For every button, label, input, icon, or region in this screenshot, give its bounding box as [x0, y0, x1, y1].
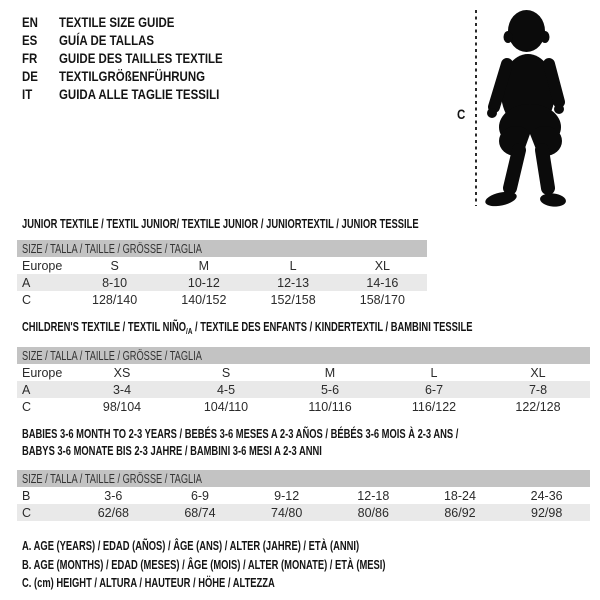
babies-section-title: BABIES 3-6 MONTH TO 2-3 YEARS / BEBÉS 3-6 MESES A 2-3 AÑOS / BÉBÉS 3-6 MOIS À 2-3 ANS / BABYS 3-6 MONATE BIS 2-3 JAHRE / BAMBINI 3-6 MESI A 2-3 ANNI — [22, 427, 459, 458]
size-cell: 3-4 — [70, 381, 174, 398]
language-list — [22, 13, 259, 103]
language-row — [22, 49, 259, 67]
legend-line: B. AGE (MONTHS) / EDAD (MESES) / ÂGE (MOIS) / ALTER (MONATE) / ETÀ (MESI) — [22, 557, 386, 572]
row-label: Europe — [22, 365, 63, 380]
size-cell: 128/140 — [92, 292, 138, 307]
row-label: A — [17, 274, 70, 291]
legend — [22, 537, 507, 593]
size-cell: S — [110, 258, 119, 273]
baby-silhouette-icon — [483, 10, 600, 210]
size-cell: L — [289, 258, 297, 273]
legend-line: A. AGE (YEARS) / EDAD (AÑOS) / ÂGE (ANS) / ALTER (JAHRE) / ETÀ (ANNI) — [22, 539, 360, 553]
row-label: C — [22, 399, 32, 414]
language-row — [22, 31, 259, 49]
language-code: ES — [22, 32, 38, 48]
junior-size-table — [17, 240, 427, 308]
language-label: TEXTILGRÖßENFÜHRUNG — [59, 68, 206, 84]
size-table-header-row — [17, 470, 590, 487]
row-label: B — [22, 488, 31, 503]
size-table-header: SIZE / TALLA / TAILLE / GRÖSSE / TAGLIA — [17, 240, 427, 257]
size-cell: 104/110 — [203, 399, 249, 414]
table-row — [17, 274, 427, 291]
children-section-title: CHILDREN'S TEXTILE / TEXTIL $NIÑO_{/A}$ / TEXTILE DES ENFANTS / KINDERTEXTIL / BAMBINI TESSILE — [22, 320, 473, 336]
language-code: IT — [22, 86, 33, 102]
size-cell: XL — [530, 365, 546, 380]
size-cell: 10-12 — [159, 274, 248, 291]
size-cell: S — [221, 365, 231, 380]
children-size-table — [17, 347, 590, 415]
size-cell: 74/80 — [243, 504, 330, 521]
size-cell: XS — [113, 365, 131, 380]
size-cell: L — [430, 365, 438, 380]
table-row — [17, 381, 590, 398]
size-cell: 12-18 — [357, 488, 390, 503]
table-row — [17, 398, 590, 415]
size-table-header-row — [17, 240, 427, 257]
size-table-header-row — [17, 347, 590, 364]
language-label: GUIDE DES TAILLES TEXTILE — [59, 50, 223, 66]
size-cell: 140/152 — [181, 292, 227, 307]
size-cell: 18-24 — [443, 488, 476, 503]
height-dotted-line — [475, 10, 477, 206]
size-cell: 6-7 — [382, 381, 486, 398]
size-cell: 14-16 — [338, 274, 427, 291]
language-code: EN — [22, 14, 38, 30]
row-label: C — [22, 292, 32, 307]
row-label: Europe — [22, 258, 63, 273]
size-cell: 7-8 — [486, 381, 590, 398]
size-cell: 3-6 — [104, 488, 123, 503]
language-label: GUIDA ALLE TAGLIE TESSILI — [59, 86, 220, 102]
language-row — [22, 85, 259, 103]
size-cell: 152/158 — [270, 292, 316, 307]
babies-size-table — [17, 470, 590, 521]
size-cell: 4-5 — [174, 381, 278, 398]
size-cell: 68/74 — [157, 504, 244, 521]
size-cell: 9-12 — [274, 488, 300, 503]
table-row — [17, 291, 427, 308]
table-row — [17, 364, 590, 381]
size-cell: 92/98 — [503, 504, 590, 521]
language-row — [22, 67, 259, 85]
row-label: A — [17, 381, 70, 398]
language-label: TEXTILE SIZE GUIDE — [59, 14, 175, 30]
size-cell: 98/104 — [102, 399, 142, 414]
subscript-text: /A — [186, 325, 193, 336]
language-row — [22, 13, 259, 31]
size-cell: 86/92 — [417, 504, 504, 521]
table-row — [17, 257, 427, 274]
size-cell: 80/86 — [330, 504, 417, 521]
language-code: DE — [22, 68, 38, 84]
language-label: GUÍA DE TALLAS — [59, 32, 155, 48]
size-table-header: SIZE / TALLA / TAILLE / GRÖSSE / TAGLIA — [17, 347, 590, 364]
legend-line: C. (cm) HEIGHT / ALTURA / HAUTEUR / HÖHE / ALTEZZA — [22, 576, 275, 590]
size-cell: 8-10 — [70, 274, 159, 291]
table-row — [17, 504, 590, 521]
table-row — [17, 487, 590, 504]
junior-section-title: JUNIOR TEXTILE / TEXTIL JUNIOR/ TEXTILE JUNIOR / JUNIORTEXTIL / JUNIOR TESSILE — [22, 217, 419, 231]
language-code: FR — [22, 50, 38, 66]
size-cell: XL — [374, 258, 391, 273]
size-cell: 5-6 — [278, 381, 382, 398]
size-cell: 12-13 — [249, 274, 338, 291]
height-marker-label: C — [457, 106, 466, 122]
size-cell: 116/122 — [411, 399, 457, 414]
size-table-header: SIZE / TALLA / TAILLE / GRÖSSE / TAGLIA — [17, 470, 590, 487]
size-cell: M — [324, 365, 336, 380]
size-cell: 122/128 — [515, 399, 561, 414]
size-cell: 110/116 — [308, 399, 352, 414]
size-cell: 158/170 — [359, 292, 405, 307]
size-cell: M — [198, 258, 210, 273]
size-cell: 62/68 — [70, 504, 157, 521]
size-cell: 24-36 — [530, 488, 563, 503]
size-cell: 6-9 — [190, 488, 210, 503]
row-label: C — [17, 504, 70, 521]
